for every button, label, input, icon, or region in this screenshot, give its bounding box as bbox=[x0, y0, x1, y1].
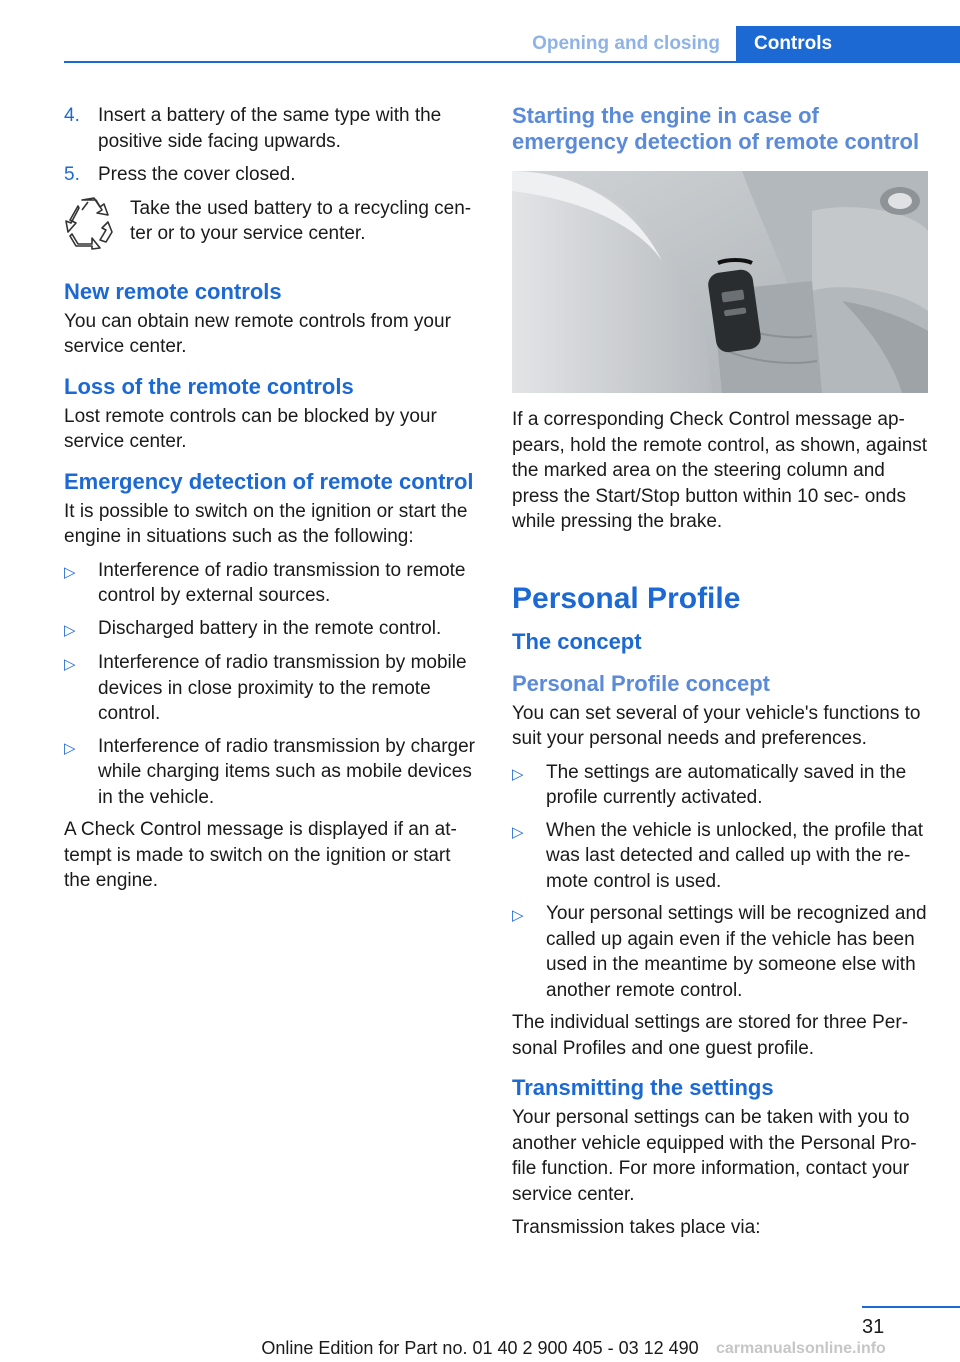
list-item-text: Your personal settings will be recognized and called up again even if the vehicle has been used in the meantime by someone else with another remote control. bbox=[546, 903, 927, 1001]
recycle-note-text: Take the used battery to a recycling cen‐ ter or to your service center. bbox=[130, 197, 472, 244]
list-item-text: Discharged battery in the remote control. bbox=[98, 617, 442, 639]
emergency-intro: It is possible to switch on the ignition or start the engine in situations such as the following: bbox=[64, 500, 468, 547]
step-item bbox=[64, 103, 482, 154]
bullet-triangle-icon: ▷ bbox=[512, 907, 524, 924]
bullet-triangle-icon: ▷ bbox=[64, 621, 76, 639]
page-number: 31 bbox=[862, 1316, 885, 1338]
bullet-triangle-icon: ▷ bbox=[512, 823, 524, 841]
concept-outro: The individual settings are stored for three Per‐ sonal Profiles and one guest profile. bbox=[512, 1012, 909, 1059]
steering-column-illustration bbox=[512, 171, 928, 393]
list-item bbox=[512, 760, 930, 811]
step-number: 5. bbox=[64, 164, 80, 185]
heading-new-remote: New remote controls bbox=[64, 278, 282, 304]
bullet-triangle-icon: ▷ bbox=[64, 656, 76, 673]
list-item-text: Interference of radio transmission to remote control by external sources. bbox=[98, 559, 466, 606]
starting-text: If a corresponding Check Control message ap‐ pears, hold the remote control, as shown, against the marked area on the steering column and press the Start/Stop button within 10 sec‐ onds while pressing the brake. bbox=[512, 409, 928, 532]
list-item bbox=[64, 616, 482, 644]
footer-rule bbox=[862, 1306, 960, 1308]
list-item-text: Interference of radio transmission by charger while charging items such as mobile devices in the vehicle. bbox=[98, 735, 476, 808]
emergency-outro: A Check Control message is displayed if an at‐ tempt is made to switch on the ignition or start the engine. bbox=[64, 819, 457, 891]
section-tab: Opening and closing bbox=[532, 33, 720, 54]
loss-text: Lost remote controls can be blocked by your service center. bbox=[64, 405, 437, 452]
page-header bbox=[0, 0, 960, 62]
heading-emergency: Emergency detection of remote control bbox=[64, 468, 474, 494]
heading-transmit: Transmitting the settings bbox=[512, 1075, 774, 1100]
edition-footer: Online Edition for Part no. 01 40 2 900 405 - 03 12 490 bbox=[261, 1338, 699, 1358]
new-remote-text: You can obtain new remote controls from your service center. bbox=[64, 310, 451, 357]
heading-concept-sub: Personal Profile concept bbox=[512, 670, 770, 696]
bullet-triangle-icon: ▷ bbox=[64, 739, 76, 757]
list-item-text: The settings are automatically saved in the profile currently activated. bbox=[546, 761, 907, 808]
recycle-icon bbox=[64, 196, 130, 255]
left-column bbox=[64, 103, 482, 902]
right-column bbox=[512, 103, 930, 1249]
recycle-note bbox=[64, 196, 482, 255]
page-title-personal-profile: Personal Profile bbox=[512, 581, 741, 615]
list-item-text: Interference of radio transmission by mobile devices in close proximity to the remote control. bbox=[98, 652, 467, 724]
list-item bbox=[512, 818, 930, 895]
heading-loss: Loss of the remote controls bbox=[64, 373, 354, 399]
list-item bbox=[64, 558, 482, 609]
transmit-via: Transmission takes place via: bbox=[512, 1217, 761, 1238]
chapter-tab: Controls bbox=[736, 26, 960, 61]
list-item-text: When the vehicle is unlocked, the profile that was last detected and called up with the re‐ mote control is used. bbox=[546, 819, 924, 892]
heading-starting: Starting the engine in case of emergency detection of remote control bbox=[512, 103, 920, 154]
step-item bbox=[64, 162, 482, 188]
watermark: carmanualsonline.info bbox=[716, 1340, 886, 1357]
step-text: Press the cover closed. bbox=[98, 164, 296, 185]
step-number: 4. bbox=[64, 105, 80, 126]
heading-concept: The concept bbox=[512, 628, 642, 654]
list-item bbox=[512, 901, 930, 1003]
list-item bbox=[64, 734, 482, 811]
step-text: Insert a battery of the same type with the positive side facing upwards. bbox=[98, 105, 442, 152]
bullet-triangle-icon: ▷ bbox=[512, 765, 524, 783]
bullet-triangle-icon: ▷ bbox=[64, 563, 76, 581]
header-rule bbox=[64, 61, 960, 63]
transmit-text: Your personal settings can be taken with you to another vehicle equipped with the Personal Pro‐ file function. For more information, contact your service center. bbox=[512, 1107, 917, 1205]
list-item bbox=[64, 650, 482, 727]
concept-text: You can set several of your vehicle's functions to suit your personal needs and preferences. bbox=[512, 702, 921, 749]
